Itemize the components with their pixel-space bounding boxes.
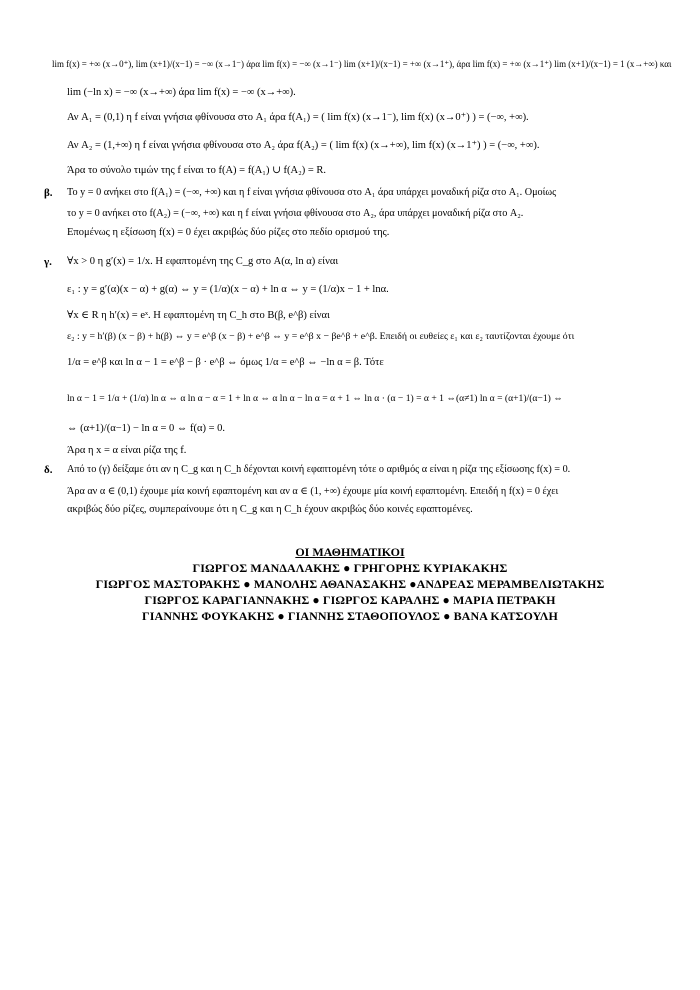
authors-row-1: ΓΙΩΡΓΟΣ ΜΑΝΔΑΛΑΚΗΣ ● ΓΡΗΓΟΡΗΣ ΚΥΡΙΑΚΑΚΗΣ [192, 561, 508, 575]
authors-row-2: ΓΙΩΡΓΟΣ ΜΑΣΤΟΡΑΚΗΣ ● ΜΑΝΟΛΗΣ ΑΘΑΝΑΣΑΚΗΣ ●ΑΝΔΡΕΑΣ ΜΕΡΑΜΒΕΛΙΩΤΑΚΗΣ [95, 577, 605, 591]
part-c-line-5: 1/α = e^β και ln α − 1 = e^β − β · e^β ⇔ όμως 1/α = e^β ⇔ −ln α = β. Τότε [67, 357, 384, 368]
part-b-line-1: Το y = 0 ανήκει στο f(A₁) = (−∞, +∞) και η f είναι γνήσια φθίνουσα στο A₁ άρα υπάρχει μοναδική ρίζα στο A₁. Ομοίως [67, 187, 557, 198]
part-d-line-2: Άρα αν α ∈ (0,1) έχουμε μία κοινή εφαπτομένη και αν α ∈ (1, +∞) έχουμε μία κοινή εφαπτομένη. Επειδή η f(x) = 0 έχει [67, 486, 559, 497]
part-c-line-6: ln α − 1 = 1/α + (1/α) ln α ⇔ α ln α − α = 1 + ln α ⇔ α ln α − ln α = α + 1 ⇔ ln α · (α − 1) = α + 1 ⇔(α≠1) ln α = (α+1)/(α−1) ⇔ [67, 393, 563, 404]
part-c-line-7: ⇔ (α+1)/(α−1) − ln α = 0 ⇔ f(α) = 0. [67, 423, 226, 434]
part-c-line-2: ε₁ : y = g′(α)(x − α) + g(α) ⇔ y = (1/α)(x − α) + ln α ⇔ y = (1/α)x − 1 + lnα. [67, 284, 389, 295]
part-c-line-4: ε₂ : y = h′(β) (x − β) + h(β) ⇔ y = e^β (x − β) + e^β ⇔ y = e^β x − βe^β + e^β. Επειδή οι ευθείες ε₁ και ε₂ ταυτίζονται έχουμε ότι [67, 331, 575, 342]
part-c-line-3: ∀x ∈ R η h′(x) = eˣ. Η εφαπτομένη τη C_h στο B(β, e^β) είναι [67, 310, 330, 321]
limits-line-3: Αν A₁ = (0,1) η f είναι γνήσια φθίνουσα στο A₁ άρα f(A₁) = ( lim f(x) (x→1⁻), lim f(x) (x→0⁺) ) = (−∞, +∞). [67, 112, 529, 123]
part-b-marker: β. [44, 187, 53, 199]
limits-line-2: lim (−ln x) = −∞ (x→+∞) άρα lim f(x) = −∞ (x→+∞). [67, 87, 296, 98]
authors-row-3: ΓΙΩΡΓΟΣ ΚΑΡΑΓΙΑΝΝΑΚΗΣ ● ΓΙΩΡΓΟΣ ΚΑΡΑΛΗΣ ● ΜΑΡΙΑ ΠΕΤΡΑΚΗ [144, 593, 556, 607]
authors-title: ΟΙ ΜΑΘΗΜΑΤΙΚΟΙ [295, 545, 405, 559]
part-d-marker: δ. [44, 464, 53, 476]
limits-line-1: lim f(x) = +∞ (x→0⁺), lim (x+1)/(x−1) = −∞ (x→1⁻) άρα lim f(x) = −∞ (x→1⁻) lim (x+1)/(x−1) = +∞ (x→1⁺), άρα lim f(x) = +∞ (x→1⁺) lim (x+1)/(x−1) = 1 (x→+∞) και [52, 59, 672, 70]
authors-block [0, 544, 700, 624]
part-d-line-3: ακριβώς δύο ρίζες, συμπεραίνουμε ότι η C_g και η C_h έχουν ακριβώς δύο κοινές εφαπτομένες. [67, 504, 473, 515]
part-d-line-1: Από το (γ) δείξαμε ότι αν η C_g και η C_h δέχονται κοινή εφαπτομένη τότε ο αριθμός α είναι η ρίζα της εξίσωσης f(x) = 0. [67, 464, 571, 475]
part-b-line-3: Επομένως η εξίσωση f(x) = 0 έχει ακριβώς δύο ρίζες στο πεδίο ορισμού της. [67, 227, 390, 238]
part-c-line-8: Άρα η x = α είναι ρίζα της f. [67, 445, 187, 456]
authors-row-4: ΓΙΑΝΝΗΣ ΦΟΥΚΑΚΗΣ ● ΓΙΑΝΝΗΣ ΣΤΑΘΟΠΟΥΛΟΣ ● ΒΑΝΑ ΚΑΤΣΟΥΛΗ [142, 609, 558, 623]
part-c-line-1: ∀x > 0 η g′(x) = 1/x. Η εφαπτομένη της C_g στο A(α, ln α) είναι [67, 256, 339, 267]
part-b-line-2: το y = 0 ανήκει στο f(A₂) = (−∞, +∞) και η f είναι γνήσια φθίνουσα στο A₂, άρα υπάρχει μοναδική ρίζα στο A₂. [67, 208, 524, 219]
limits-line-5: Άρα το σύνολο τιμών της f είναι το f(A) = f(A₁) ∪ f(A₂) = R. [67, 165, 327, 176]
limits-line-4: Αν A₂ = (1,+∞) η f είναι γνήσια φθίνουσα στο A₂ άρα f(A₂) = ( lim f(x) (x→+∞), lim f(x) (x→1⁺) ) = (−∞, +∞). [67, 140, 540, 151]
part-c-marker: γ. [44, 256, 52, 268]
